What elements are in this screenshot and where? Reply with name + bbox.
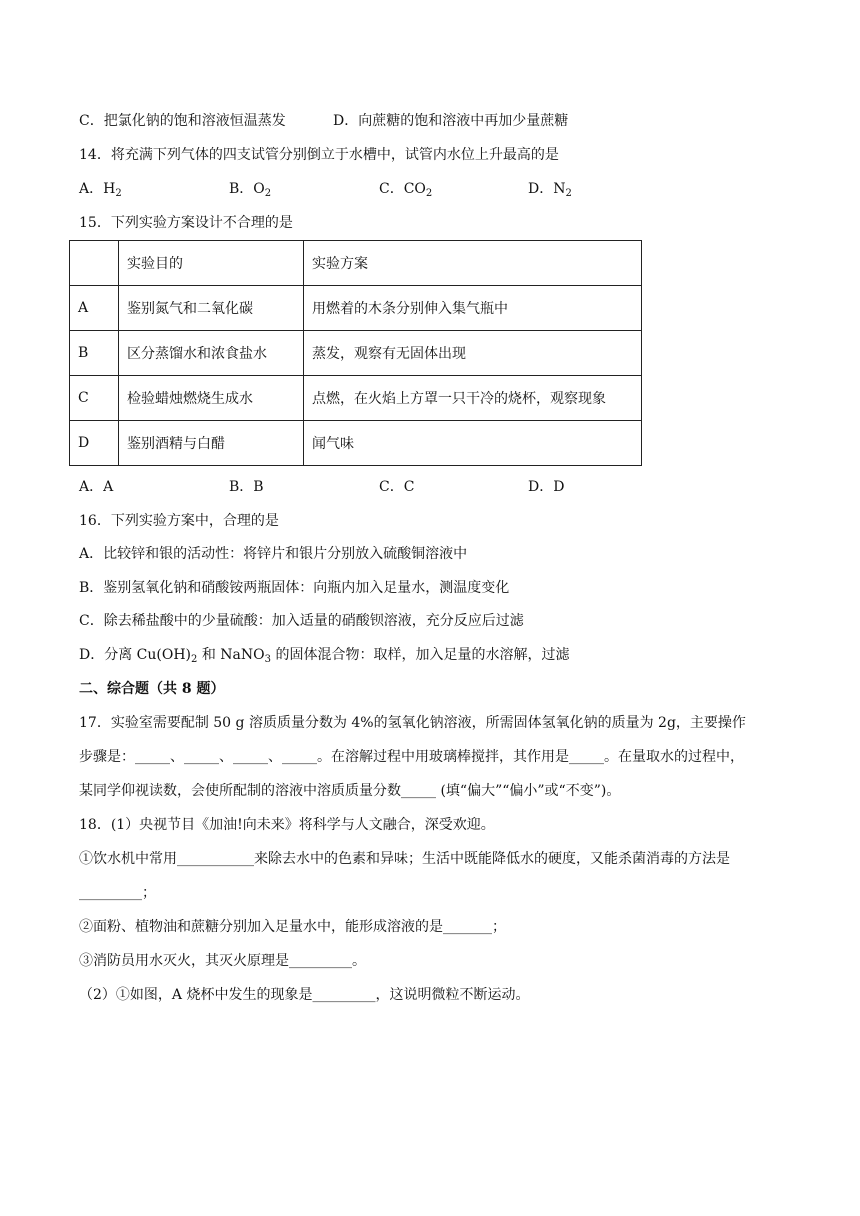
q17-line-1: 17．实验室需要配制 50 g 溶质质量分数为 4%的氢氧化钠溶液，所需固体氢氧化钠的质量为 2g，主要操作 [79,715,746,731]
q13-option-d: D．向蔗糖的饱和溶液中再加少量蔗糖 [333,113,569,129]
q14-option-a [79,179,122,199]
table-cell: 用燃着的木条分别伸入集气瓶中 [304,286,642,331]
table-header-cell [70,241,119,286]
table-cell: C [70,376,119,421]
q16-stem: 16．下列实验方案中，合理的是 [79,513,279,529]
section-heading: 二、综合题（共 8 题） [79,681,225,697]
q14-option-c-subscript: 2 [425,188,433,199]
q15-option-b: B．B [229,479,264,495]
q16-option-d-part3: 的固体混合物：取样，加入足量的水溶解，过滤 [271,647,570,663]
table-row [70,331,642,376]
q16-option-c: C．除去稀盐酸中的少量硫酸：加入适量的硝酸钡溶液，充分反应后过滤 [79,613,524,629]
q15-option-c: C．C [379,479,415,495]
q18-line-5: ③消防员用水灭火，其灭火原理是_________。 [79,953,366,969]
q14-option-b-text: B．O [229,181,265,197]
q14-stem: 14．将充满下列气体的四支试管分别倒立于水槽中，试管内水位上升最高的是 [79,147,559,163]
table-cell: 区分蒸馏水和浓食盐水 [119,331,304,376]
q14-option-d-subscript: 2 [565,188,572,199]
table-header-row [70,241,642,286]
q13-option-c: C．把氯化钠的饱和溶液恒温蒸发 [79,113,286,129]
q16-option-d-subscript1: 2 [191,654,198,665]
q18-line-4: ②面粉、植物油和蔗糖分别加入足量水中，能形成溶液的是_______； [79,919,506,935]
table-header-cell: 实验目的 [119,241,304,286]
q14-option-d-text: D．N [528,181,566,197]
q16-option-a: A．比较锌和银的活动性：将锌片和银片分别放入硫酸铜溶液中 [79,546,468,562]
table-row [70,421,642,466]
q15-stem: 15．下列实验方案设计不合理的是 [79,215,293,231]
table-cell: D [70,421,119,466]
table-cell: 检验蜡烛燃烧生成水 [119,376,304,421]
table-cell: 闻气味 [304,421,642,466]
q14-option-a-text: A．H [79,181,116,197]
q16-option-d-part1: D．分离 Cu(OH) [79,647,192,663]
table-cell: 点燃，在火焰上方罩一只干冷的烧杯，观察现象 [304,376,642,421]
q15-option-a: A．A [79,479,114,495]
q14-option-a-subscript: 2 [115,188,122,199]
table-cell: B [70,331,119,376]
q16-option-b: B．鉴别氢氧化钠和硝酸铵两瓶固体：向瓶内加入足量水，测温度变化 [79,580,510,596]
q14-option-b-subscript: 2 [264,188,272,199]
q16-option-d [79,645,569,665]
table-cell: 蒸发，观察有无固体出现 [304,331,642,376]
q18-line-6: （2）①如图，A 烧杯中发生的现象是_________，这说明微粒不断运动。 [79,987,530,1003]
q14-option-d [528,179,572,199]
table-cell: 鉴别氮气和二氧化碳 [119,286,304,331]
q18-line-1: 18．(1）央视节目《加油!向未来》将科学与人文融合，深受欢迎。 [79,817,495,833]
experiment-table [69,240,642,466]
q17-line-3: 某同学仰视读数，会使所配制的溶液中溶质质量分数_____ (填“偏大”“偏小”或“不变”)。 [79,783,621,799]
q17-line-2: 步骤是：_____、_____、_____、_____。在溶解过程中用玻璃棒搅拌，其作用是_____。在量取水的过程中， [79,749,744,765]
q14-option-c-text: C．CO [379,181,426,197]
q16-option-d-part2: 和 NaNO [197,647,265,663]
table-header-cell: 实验方案 [304,241,642,286]
q16-option-d-subscript2: 3 [264,654,271,665]
q14-option-c [379,179,432,199]
q14-option-b [229,179,271,199]
table-row [70,376,642,421]
q18-line-3: _________； [79,885,156,901]
q15-option-d: D．D [528,479,565,495]
table-cell: A [70,286,119,331]
q18-line-2: ①饮水机中常用___________来除去水中的色素和异味；生活中既能降低水的硬度，又能杀菌消毒的方法是 [79,851,730,867]
table-row [70,286,642,331]
table-cell: 鉴别酒精与白醋 [119,421,304,466]
